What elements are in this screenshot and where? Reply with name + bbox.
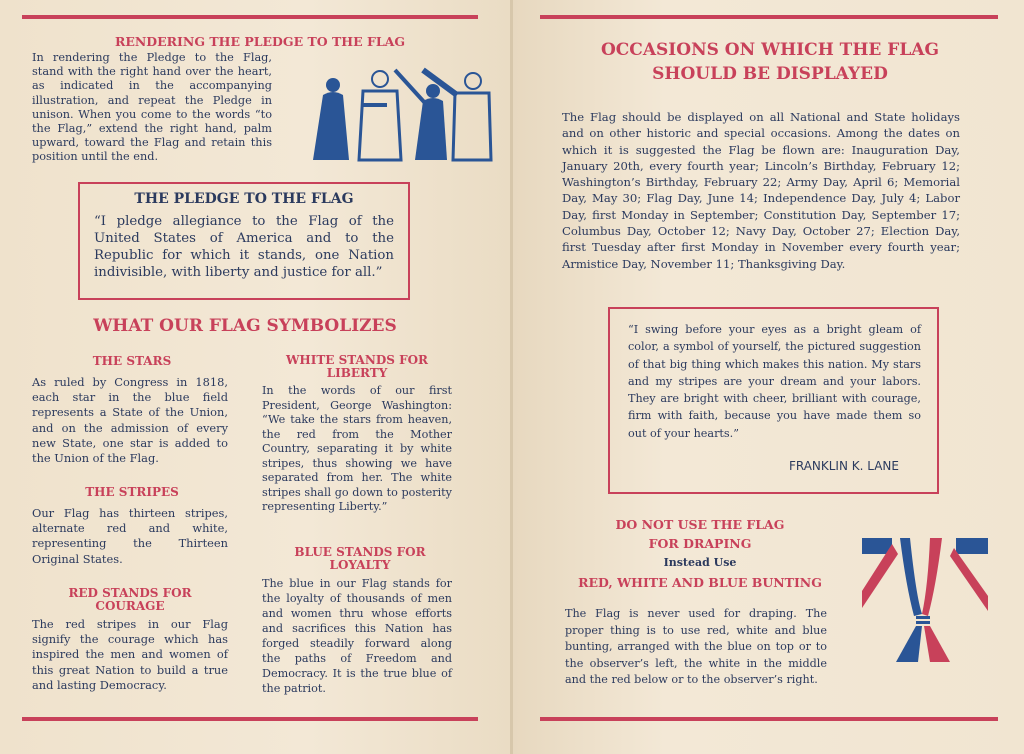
top-rule-left: [22, 15, 478, 19]
rendering-body: In rendering the Pledge to the Flag, stand with the right hand over the heart, as indicated in the accompanying illustration, and repeat the Pledge in unison. When you come to the words “to the Flag,” extend the right hand, palm upward, toward the Flag and retain this position until the end.: [32, 51, 272, 164]
quote-author: FRANKLIN K. LANE: [788, 459, 899, 473]
quote-box: [608, 307, 939, 494]
occasions-heading-line2: SHOULD BE DISPLAYED: [652, 64, 888, 84]
bottom-rule-left: [22, 717, 478, 721]
pledge-text: “I pledge allegiance to the Flag of the United States of America and to the Republic for which it stands, one Nation indivisible, with liberty and justice for all.”: [94, 214, 394, 280]
blue-body: The blue in our Flag stands for the loyalty of thousands of men and women thru whose efforts and sacrifices this Nation has forged steadily forward along the paths of Freedom and Democracy. It is the true blue of the patriot.: [262, 577, 452, 695]
draping-heading-line2: FOR DRAPING: [648, 536, 752, 551]
stars-title: THE STARS: [92, 354, 172, 368]
pledge-illustration: [305, 65, 495, 165]
bunting-illustration: [862, 536, 990, 664]
draping-subheading: Instead Use: [663, 556, 737, 569]
white-body: In the words of our first President, George Washington: “We take the stars from heaven, the red from the Mother Country, separating it by white stripes, thus showing we have separated from her. The white stripes shall go down to posterity representing Liberty.”: [262, 384, 452, 513]
quote-text: “I swing before your eyes as a bright gleam of color, a symbol of yourself, the pictured suggestion of that big thing which makes this nation. My stars and my stripes are your dream and your labors. They are bright with cheer, brilliant with courage, firm with faith, because you have made them so out of your hearts.”: [628, 323, 921, 440]
top-rule-right: [540, 15, 998, 19]
stripes-title: THE STRIPES: [85, 485, 179, 499]
page-fold: [510, 0, 513, 754]
draping-body: The Flag is never used for draping. The proper thing is to use red, white and blue bunting, arranged with the blue on top or to the observer’s left, the white in the middle and the red below or to the observer’s right.: [565, 607, 827, 686]
pledge-heading: THE PLEDGE TO THE FLAG: [134, 191, 354, 207]
bottom-rule-right: [540, 717, 998, 721]
occasions-heading-line1: OCCASIONS ON WHICH THE FLAG: [600, 40, 940, 60]
occasions-body: The Flag should be displayed on all National and State holidays and on other historic and special occasions. Among the dates on which it is suggested the Flag be flown are: Inauguration Day, January 20th, every fourth year; Lincoln’s Birthday, February 12; Washington’s Birthday, February 22; Army Day, April 6; Memorial Day, May 30; Flag Day, June 14; Independence Day, July 4; Labor Day, first Monday in September; Constitution Day, September 17; Columbus Day, October 12; Navy Day, October 27; Election Day, first Tuesday after first Monday in November every fourth year; Armistice Day, November 11; Thanksgiving Day.: [562, 110, 960, 271]
rendering-heading: RENDERING THE PLEDGE TO THE FLAG: [114, 34, 406, 49]
draping-heading-line3: RED, WHITE AND BLUE BUNTING: [578, 575, 822, 590]
white-title: WHITE STANDS FOR LIBERTY: [285, 353, 429, 380]
stripes-body: Our Flag has thirteen stripes, alternate red and white, representing the Thirteen Original States.: [32, 506, 228, 566]
stars-body: As ruled by Congress in 1818, each star in the blue field represents a State of the Union, and on the admission of every new State, one star is added to the Union of the Flag.: [32, 375, 228, 466]
draping-heading-line1: DO NOT USE THE FLAG: [615, 517, 785, 532]
red-body: The red stripes in our Flag signify the courage which has inspired the men and women of this great Nation to build a true and lasting Democracy.: [32, 617, 228, 692]
blue-title: BLUE STANDS FOR LOYALTY: [294, 545, 426, 572]
red-title: RED STANDS FOR COURAGE: [68, 586, 192, 613]
symbolizes-heading: WHAT OUR FLAG SYMBOLIZES: [93, 316, 397, 336]
pledge-box: [78, 182, 410, 300]
